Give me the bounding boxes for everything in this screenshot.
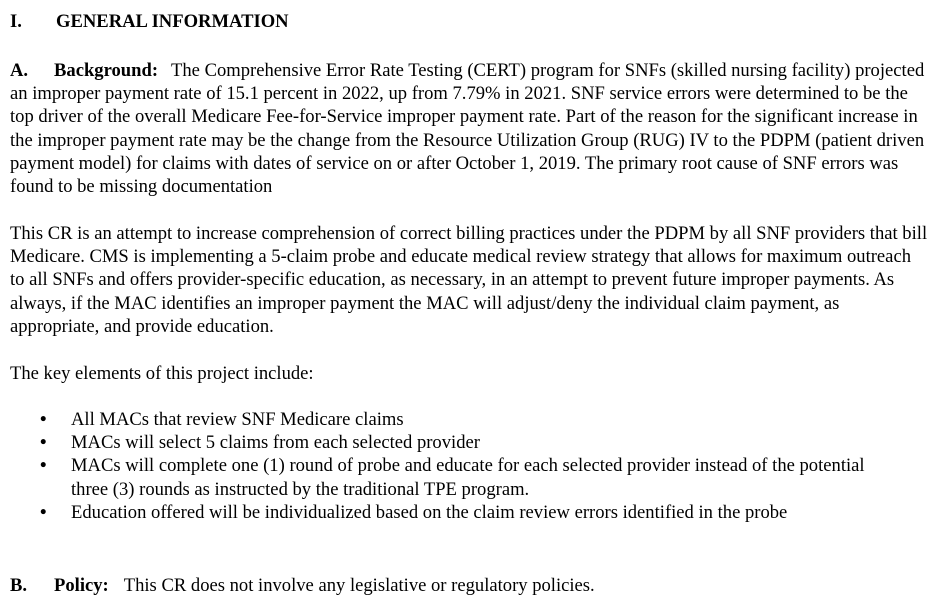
list-item-text: All MACs that review SNF Medicare claims xyxy=(71,409,404,430)
bullet-icon: • xyxy=(40,432,47,454)
list-item xyxy=(0,431,936,454)
background-paragraph xyxy=(10,59,928,198)
section-heading xyxy=(10,10,289,33)
list-item xyxy=(0,454,936,500)
section-title: GENERAL INFORMATION xyxy=(56,11,289,32)
key-elements-intro: The key elements of this project include: xyxy=(10,363,314,384)
list-item xyxy=(0,501,936,524)
list-item-text: Education offered will be individualized based on the claim review errors identified in the probe xyxy=(71,501,788,523)
list-item-text: MACs will complete one (1) round of probe and educate for each selected provider instead of the potential three (3) rounds as instructed by the traditional TPE program. xyxy=(71,455,865,500)
policy-text: This CR does not involve any legislative or regulatory policies. xyxy=(123,575,595,596)
policy-letter: B. xyxy=(10,575,28,596)
key-elements-list xyxy=(0,408,936,524)
bullet-icon: • xyxy=(40,501,47,523)
background-title: Background: xyxy=(54,60,159,81)
bullet-icon: • xyxy=(40,455,47,477)
policy-title: Policy: xyxy=(54,575,109,596)
background-label xyxy=(10,60,171,81)
list-item xyxy=(0,408,936,431)
policy-label xyxy=(10,575,124,596)
list-item-text: MACs will select 5 claims from each selected provider xyxy=(71,432,480,454)
cr-purpose-paragraph: This CR is an attempt to increase comprehension of correct billing practices under the PDPM by all SNF providers that bill Medicare. CMS is implementing a 5-claim probe and educate medical review strategy that allows for maximum outreach to all SNFs and offers provider-specific education, as necessary, in an attempt to prevent future improper payments. As always, if the MAC identifies an improper payment the MAC will adjust/deny the individual claim payment, as appropriate, and provide education. xyxy=(10,223,928,337)
policy-paragraph xyxy=(10,574,595,597)
background-text: The Comprehensive Error Rate Testing (CERT) program for SNFs (skilled nursing facility) projected an improper payment rate of 15.1 percent in 2022, up from 7.79% in 2021. SNF service errors were determined to be the top driver of the overall Medicare Fee-for-Service improper payment rate. Part of the reason for the significant increase in the improper payment rate may be the change from the Resource Utilization Group (RUG) IV to the PDPM (patient driven payment model) for claims with dates of service on or after October 1, 2019. The primary root cause of SNF errors was found to be missing documentation xyxy=(10,60,925,198)
section-number: I. xyxy=(10,11,22,32)
background-letter: A. xyxy=(10,60,29,81)
bullet-icon: • xyxy=(40,409,47,430)
